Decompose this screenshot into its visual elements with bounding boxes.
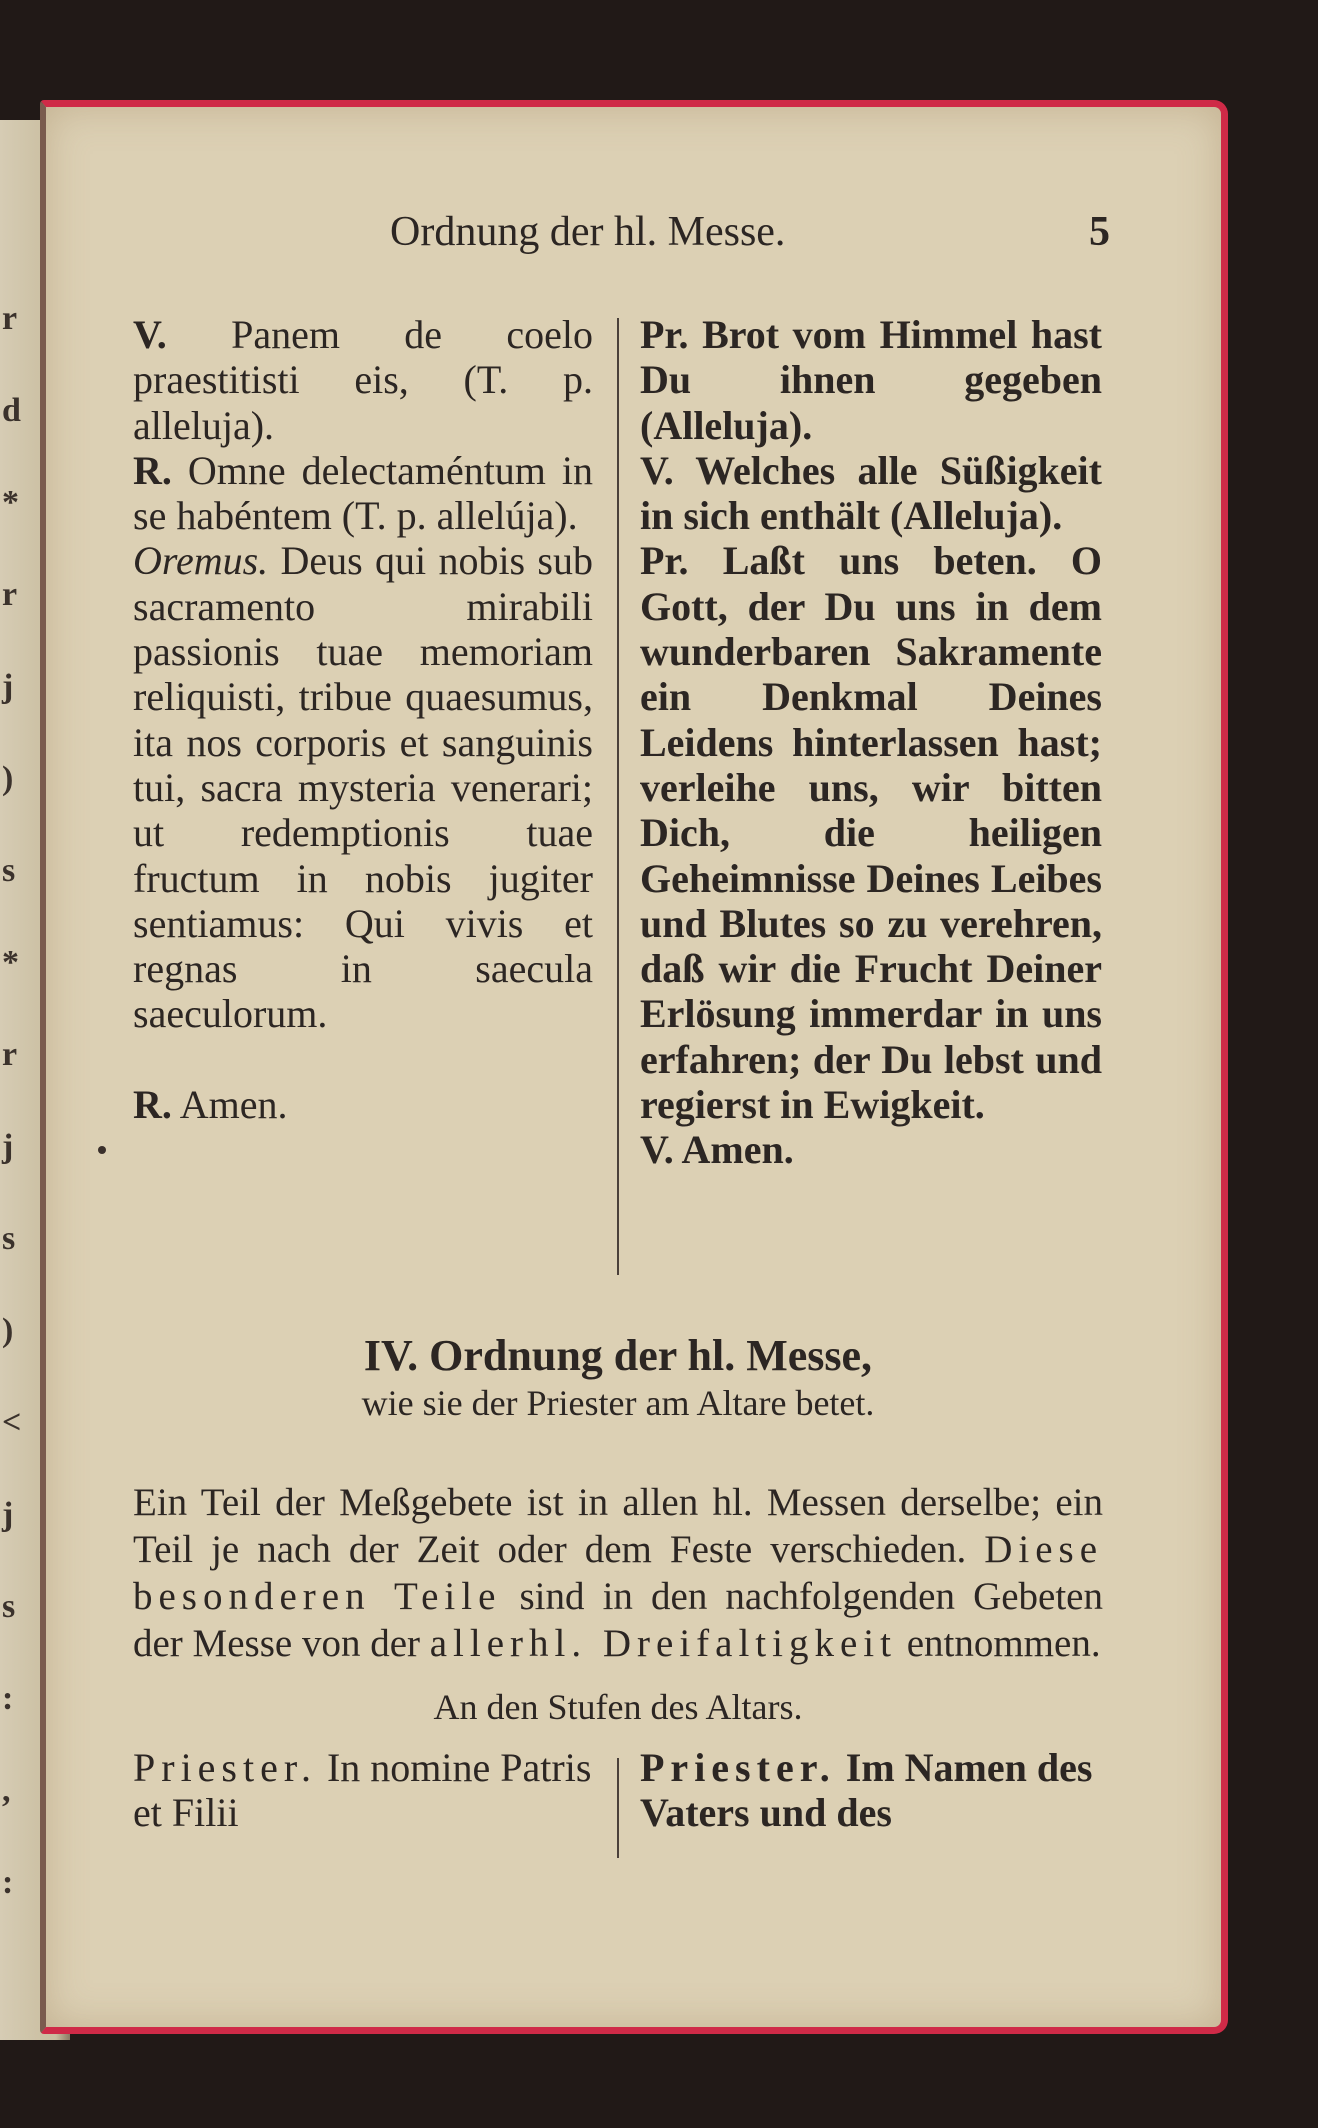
latin-column [133,312,593,1127]
bottom-column-divider [617,1758,619,1858]
german-verse-1: V. Welches alle Süßigkeit in sich enthält (Alleluja). [640,447,1102,539]
prev-page-fragment: : [2,1864,14,1901]
column-divider [617,318,619,1275]
prev-page-fragment: s [2,1220,16,1257]
altar-steps-heading: An den Stufen des Altars. [433,1687,803,1727]
latin-prayer: Oremus. Deus qui nobis sub sacramento mirabili passionis tuae memoriam reliquisti, tribue quaesumus, ita nos corporis et sanguinis tui, sacra mysteria venerari; ut redemptionis tuae fructum in nobis jugiter sentiamus: Qui vivis et regnas in saecula saeculorum. [133,538,593,1037]
amen-marker: R. [133,1082,172,1128]
german-priest-2: Pr. Laßt uns beten. O Gott, der Du uns in dem wunderbaren Sakramente ein Denkmal Deines Leidens hinterlassen hast; verleihe uns, wir bitten Dich, die heiligen Geheimnisse Deines Leibes und Blutes so zu verehren, daß wir die Frucht Deiner Erlösung immerdar in uns erfahren; der Du lebst und regierst in Ewigkeit. [640,538,1102,1128]
bottom-german-text: Priester. Im Namen des Vaters und des [640,1745,1093,1835]
prev-page-fragment: j [2,668,14,705]
response-marker: R. [133,447,172,493]
prev-page-fragment: : [2,1680,14,1717]
section-title: IV. Ordnung der hl. Messe, [363,1331,873,1380]
latin-amen: R. Amen. [133,1082,288,1128]
prev-page-fragment: ) [2,1312,14,1349]
ink-speck [98,1146,106,1154]
latin-response: R. Omne delectaméntum in se habéntem (T. p. allelúja). [133,447,593,539]
oremus-label: Oremus. [133,538,269,584]
prev-page-fragment: ) [2,760,14,797]
german-verse-2: V. Amen. [640,1127,794,1173]
prev-page-fragment: j [2,1128,14,1165]
page-number: 5 [1089,209,1110,255]
prev-page-fragment: * [2,944,19,981]
german-column [640,312,1102,1173]
prev-page-fragment: r [2,576,18,613]
running-title: Ordnung der hl. Messe. [390,209,786,255]
running-header [390,208,1110,256]
section-subtitle: wie sie der Priester am Altare betet. [361,1383,875,1423]
german-priest-1: Pr. Brot vom Himmel hast Du ihnen gegeben (Alleluja). [640,312,1102,448]
prev-page-fragment: r [2,300,18,337]
prev-page-fragment: d [2,392,21,429]
section-intro: Ein Teil der Meßgebete ist in allen hl. Messen derselbe; ein Teil je nach der Zeit oder dem Feste verschieden. Diese besonderen Teile sind in den nachfolgenden Gebeten der Messe von der allerhl. Dreifaltigkeit entnommen. [133,1481,1104,1665]
prev-page-fragment: , [2,1772,11,1809]
verse-marker: V. [133,312,167,357]
latin-verse: V. Panem de coelo praestitisti eis, (T. p. alleluja). [133,312,593,448]
latin-speaker: Priester. [133,1745,317,1790]
prev-page-fragment: < [2,1404,22,1441]
bottom-latin-text: Priester. In nomine Patris et Filii [133,1745,592,1835]
prev-page-fragment: j [2,1496,14,1533]
prev-page-fragment: s [2,1588,16,1625]
german-speaker: Priester. [640,1745,836,1790]
prev-page-fragment: r [2,1036,18,1073]
prev-page-fragment: * [2,484,19,521]
prev-page-fragment: s [2,852,16,889]
